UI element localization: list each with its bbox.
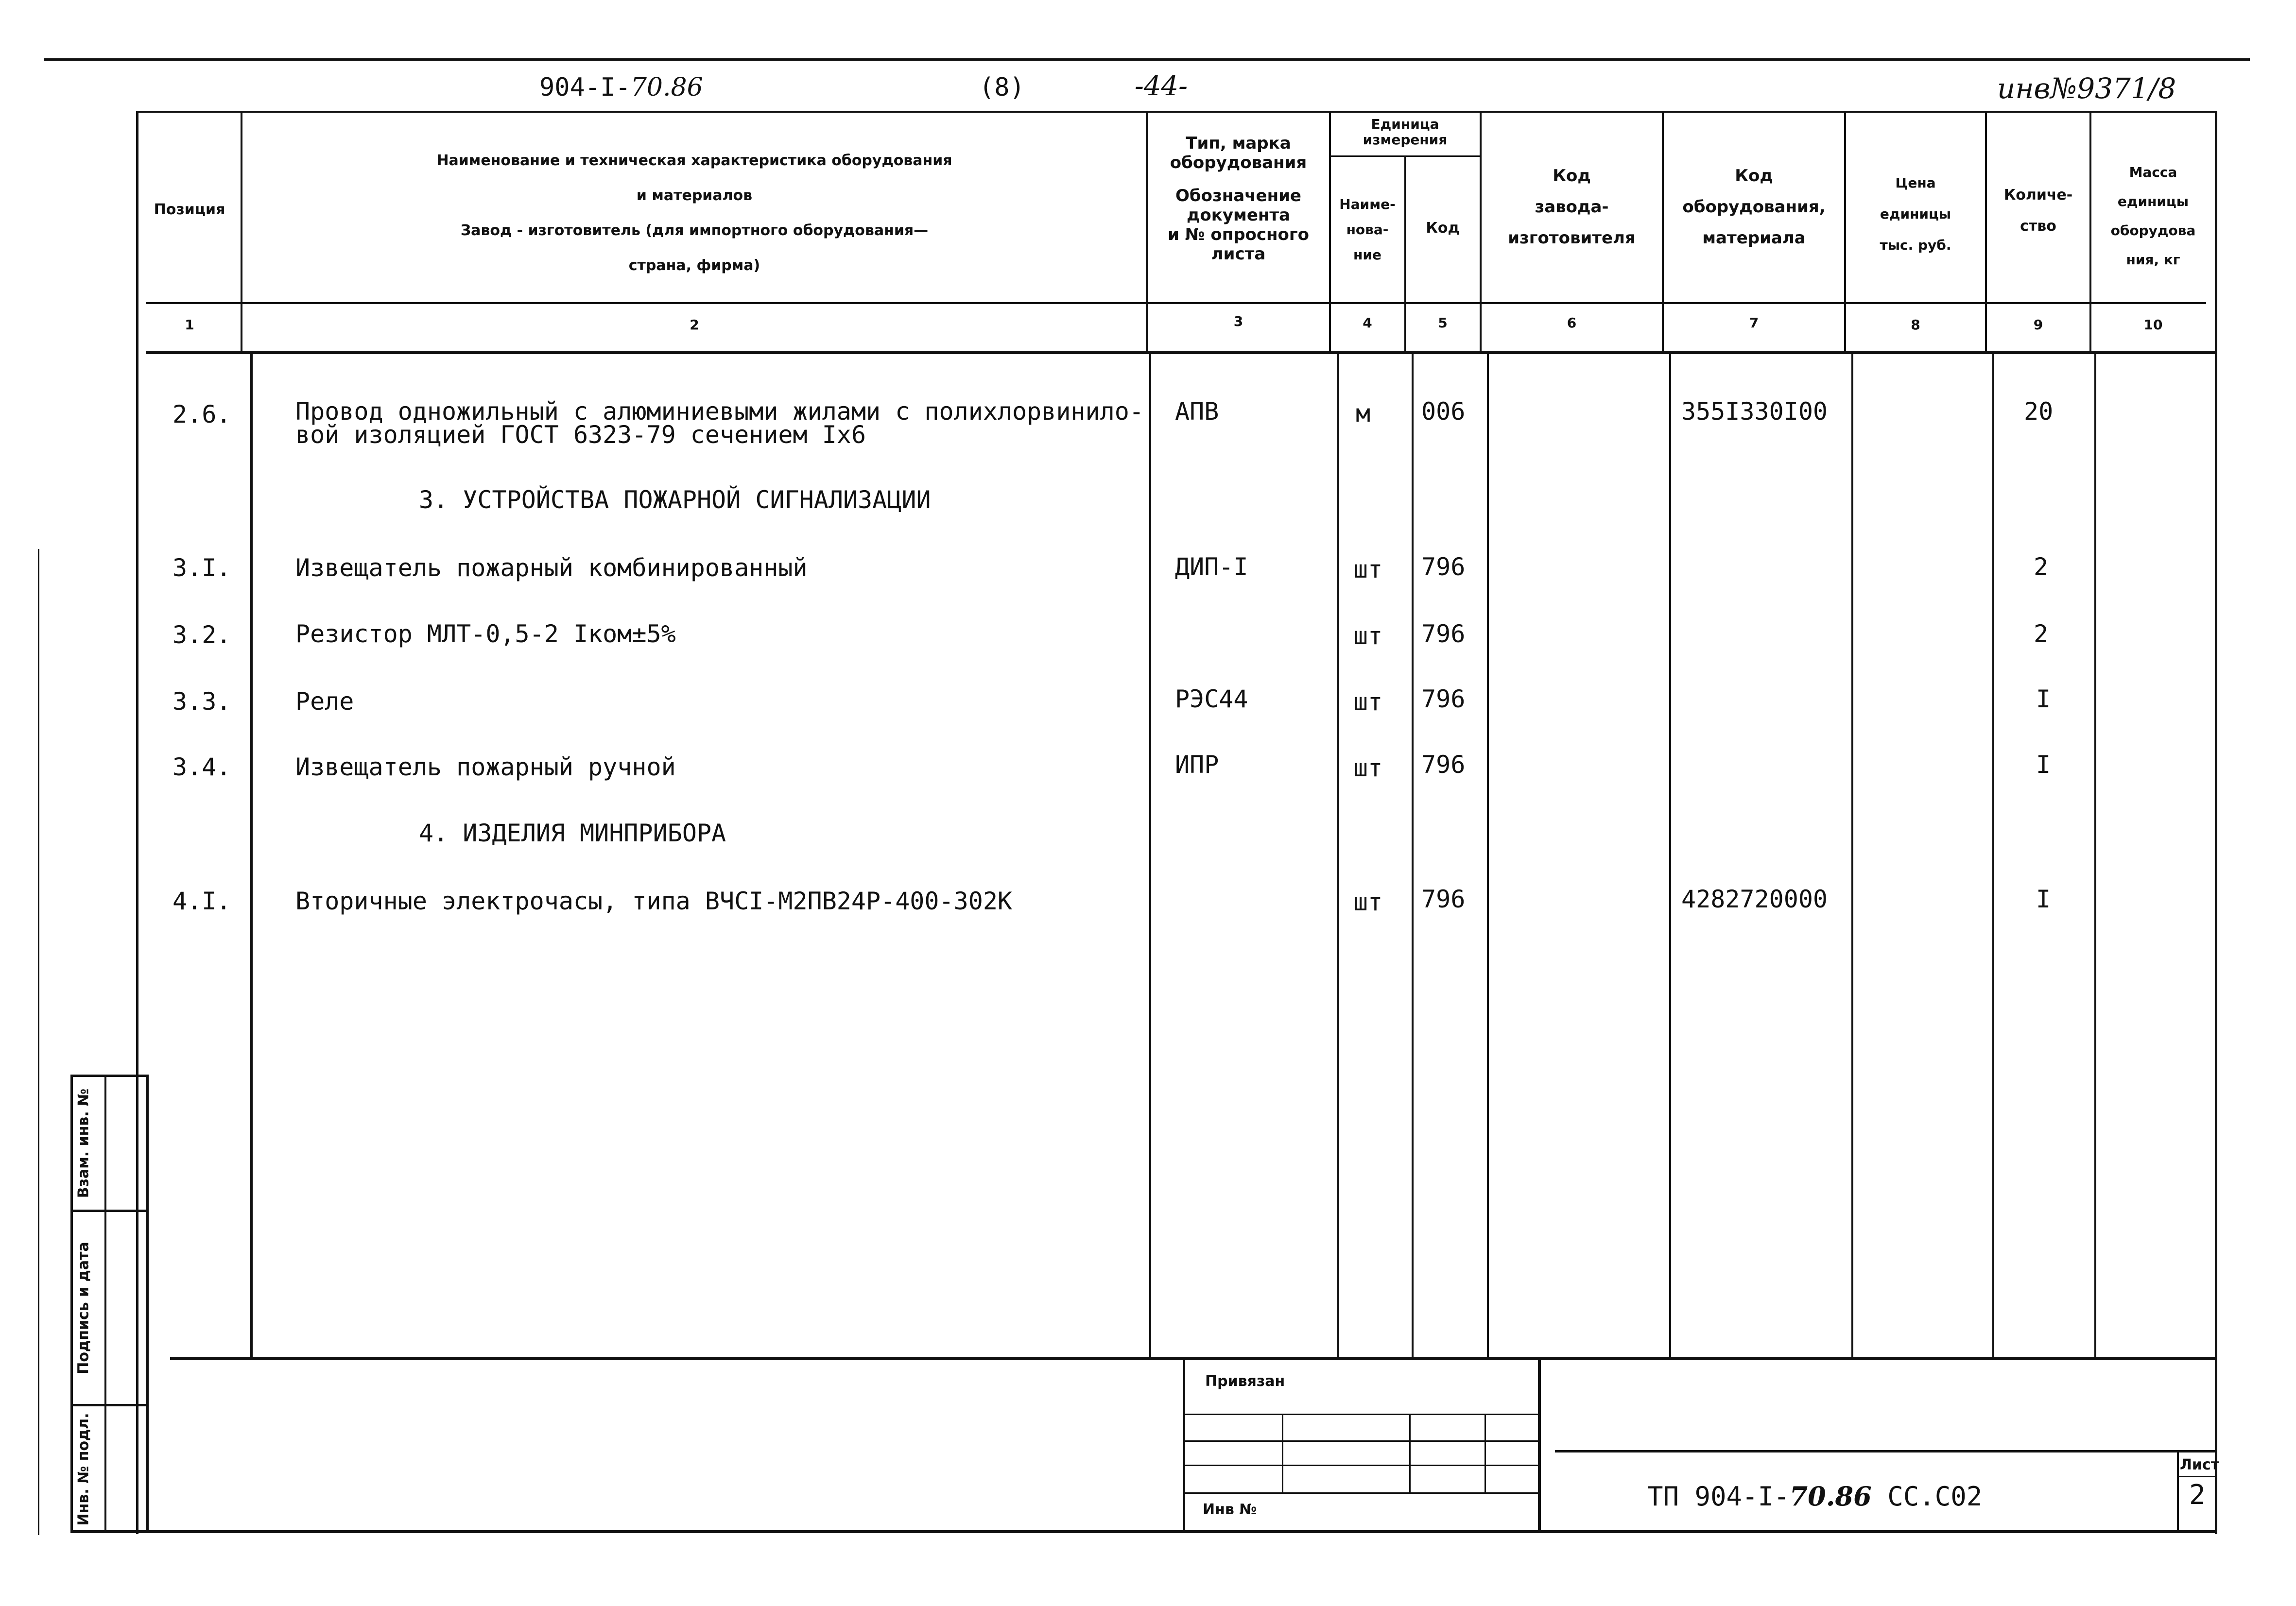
header-col9-line2: ство	[2020, 218, 2056, 235]
side-stamp-mid-line	[104, 1075, 106, 1533]
header-col7-line1: Код	[1735, 166, 1773, 186]
table-row-name	[295, 397, 1144, 449]
table-row-material-code: 4282720000	[1681, 885, 1828, 913]
header-col3-line6: листа	[1211, 244, 1266, 264]
document-code-handwritten: 70.86	[1789, 1481, 1872, 1512]
series-code-handwritten: 70.86	[630, 73, 703, 102]
stamp-row-line-2	[1183, 1440, 1540, 1442]
document-code	[1647, 1481, 1982, 1512]
series-code-prefix: 904-I-	[539, 73, 631, 102]
header-col10-line1: Масса	[2129, 164, 2177, 180]
table-row-unit-code: 796	[1421, 553, 1466, 581]
inventory-number: инв№9371/8	[1997, 72, 2176, 105]
header-col7	[1664, 160, 1844, 254]
table-row-unit: шт	[1353, 888, 1383, 916]
table-bottom-line	[170, 1357, 2216, 1360]
col-number-9: 9	[2033, 317, 2043, 333]
header-unit	[1330, 117, 1480, 148]
left-margin-line	[38, 549, 39, 1535]
table-row-quantity: 2	[2034, 553, 2049, 581]
col-number-10: 10	[2143, 317, 2163, 333]
side-stamp-right-line	[146, 1075, 149, 1533]
table-row-position: 3.3.	[173, 687, 231, 716]
side-stamp-podpis-data: Подпись и дата	[75, 1242, 92, 1374]
header-col8-line2: единицы	[1880, 206, 1951, 222]
header-col6-line3: изготовителя	[1508, 228, 1636, 248]
table-row-position: 4.I.	[173, 887, 231, 915]
col-sep-1	[241, 111, 242, 354]
table-row-position: 2.6.	[173, 400, 231, 428]
header-col9	[1987, 180, 2089, 242]
section-heading: 4. ИЗДЕЛИЯ МИНПРИБОРА	[419, 819, 726, 847]
body-col-sep-1	[250, 354, 253, 1359]
header-col6-line2: завода-	[1535, 197, 1609, 217]
col-number-4: 4	[1363, 315, 1372, 331]
table-row-type: ДИП-I	[1175, 553, 1248, 581]
privyazan-label: Привязан	[1205, 1373, 1285, 1390]
table-row-unit-code: 796	[1421, 751, 1466, 779]
stamp-right-line	[1538, 1358, 1541, 1530]
header-col2	[243, 143, 1146, 283]
header-col2-line3: Завод - изготовитель (для импортного оборудования—	[460, 222, 929, 239]
stamp-vert-3	[1485, 1414, 1486, 1494]
table-row-name: Реле	[295, 687, 354, 716]
header-col6	[1482, 160, 1662, 254]
table-row-unit: шт	[1353, 622, 1383, 650]
side-stamp-inv-podl: Инв. № подл.	[75, 1413, 92, 1526]
stamp-vert-2	[1409, 1414, 1411, 1494]
table-row-quantity: I	[2036, 685, 2051, 713]
side-stamp-left-line	[70, 1075, 73, 1533]
document-code-suffix: СС.С02	[1871, 1481, 1983, 1512]
table-right-line	[2215, 111, 2217, 1534]
table-row-name-line2: вой изоляцией ГОСТ 6323-79 сечением Iх6	[295, 420, 866, 449]
col-number-1: 1	[185, 317, 194, 333]
table-row-unit-code: 006	[1421, 397, 1466, 426]
table-row-quantity: I	[2036, 885, 2051, 913]
table-row-name-line1: Провод одножильный с алюминиевыми жилами с полихлорвинило-	[295, 397, 1144, 426]
section-heading: 3. УСТРОЙСТВА ПОЖАРНОЙ СИГНАЛИЗАЦИИ	[419, 486, 931, 514]
body-col-sep-6	[1669, 354, 1671, 1359]
table-row-unit-code: 796	[1421, 685, 1466, 713]
album-number: (8)	[979, 73, 1025, 102]
table-row-name: Резистор МЛТ-0,5-2 Iком±5%	[295, 620, 676, 648]
col-number-5: 5	[1438, 315, 1448, 331]
header-col2-line2: и материалов	[636, 187, 753, 204]
header-col3-line3: Обозначение	[1175, 186, 1301, 205]
table-row-name: Вторичные электрочасы, типа ВЧСI-М2ПВ24Р-400-302К	[295, 887, 1013, 915]
table-row-quantity: 20	[2024, 397, 2054, 426]
header-col2-line1: Наименование и техническая характеристика оборудования	[436, 152, 952, 169]
header-col9-line1: Количе-	[2003, 187, 2073, 204]
table-row-type: ИПР	[1175, 751, 1219, 779]
header-col3-line4: документа	[1186, 205, 1291, 225]
col-number-7: 7	[1749, 315, 1759, 331]
header-col3-line2: оборудования	[1170, 153, 1307, 172]
table-row-type: РЭС44	[1175, 685, 1248, 713]
document-code-prefix: ТП 904-I-	[1647, 1481, 1790, 1512]
header-col3-line5: и № опросного	[1167, 225, 1310, 244]
body-col-sep-5	[1487, 354, 1489, 1359]
table-row-unit: м	[1356, 399, 1371, 427]
header-col2-line4: страна, фирма)	[628, 257, 760, 274]
stamp-vert-1	[1282, 1414, 1283, 1494]
body-col-sep-3	[1337, 354, 1339, 1359]
table-row-quantity: I	[2036, 751, 2051, 779]
header-col8-line3: тыс. руб.	[1880, 237, 1951, 253]
header-col10-line4: ния, кг	[2126, 252, 2180, 268]
inventory-label: Инв №	[1203, 1501, 1257, 1518]
header-unit-line1: Единица	[1371, 116, 1439, 132]
col-number-8: 8	[1911, 317, 1920, 333]
stamp-row-line-3	[1183, 1465, 1540, 1466]
body-col-sep-9	[2094, 354, 2096, 1359]
header-col1: Позиция	[154, 201, 225, 218]
stamp-left-line	[1183, 1358, 1185, 1530]
table-row-unit: шт	[1353, 754, 1383, 782]
header-col8-line1: Цена	[1895, 175, 1936, 191]
table-row-material-code: 355I330I00	[1681, 397, 1828, 426]
table-row-name: Извещатель пожарный комбинированный	[295, 554, 808, 582]
col-number-2: 2	[690, 317, 699, 333]
stamp-row-line-1	[1183, 1414, 1540, 1415]
header-col7-line2: оборудования,	[1682, 197, 1826, 217]
col-number-3: 3	[1233, 313, 1243, 329]
page-number: -44-	[1135, 70, 1188, 102]
top-border-line	[44, 58, 2250, 61]
header-col6-line1: Код	[1553, 166, 1591, 186]
table-row-name: Извещатель пожарный ручной	[295, 753, 676, 781]
header-col10-line3: оборудова	[2110, 222, 2196, 239]
header-col3	[1148, 134, 1329, 264]
table-row-unit-code: 796	[1421, 620, 1466, 648]
table-row-position: 3.2.	[173, 621, 231, 649]
header-col10	[2091, 158, 2215, 274]
series-code	[539, 73, 703, 102]
table-row-quantity: 2	[2034, 620, 2049, 648]
table-row-position: 3.I.	[173, 554, 231, 582]
sheet-cell-left-line	[2177, 1450, 2179, 1533]
body-col-sep-4	[1412, 354, 1414, 1359]
frame-bottom-line	[73, 1530, 2216, 1533]
body-col-sep-7	[1851, 354, 1853, 1359]
header-col5: Код	[1426, 220, 1460, 237]
header-col4-line2: нова-	[1346, 222, 1389, 238]
table-row-unit: шт	[1353, 555, 1383, 583]
header-col7-line3: материала	[1702, 228, 1806, 248]
header-col4-line1: Наиме-	[1339, 196, 1396, 212]
side-stamp-vzam-inv: Взам. инв. №	[75, 1088, 92, 1198]
col-number-6: 6	[1567, 315, 1577, 331]
table-row-type: АПВ	[1175, 397, 1219, 426]
header-unit-line2: измерения	[1363, 132, 1448, 148]
sheet-label: Лист	[2180, 1456, 2220, 1473]
sheet-number: 2	[2189, 1479, 2206, 1511]
stamp-row-line-4	[1183, 1492, 1540, 1494]
header-col8	[1846, 168, 1985, 261]
table-top-line	[136, 111, 2216, 113]
header-col3-line1: Тип, марка	[1186, 134, 1291, 153]
table-row-position: 3.4.	[173, 753, 231, 781]
header-col4	[1330, 192, 1404, 268]
sheet-cell-mid-line	[2177, 1476, 2216, 1477]
doc-code-top-line	[1555, 1450, 2216, 1452]
body-col-sep-2	[1149, 354, 1151, 1359]
header-bottom-line	[146, 302, 2206, 304]
colnum-bottom-line	[146, 351, 2216, 354]
table-row-unit-code: 796	[1421, 885, 1466, 913]
header-col10-line2: единицы	[2117, 193, 2189, 209]
table-row-unit: шт	[1353, 688, 1383, 716]
header-col4-line3: ние	[1353, 247, 1381, 263]
body-col-sep-8	[1992, 354, 1994, 1359]
unit-subheader-line	[1330, 155, 1481, 157]
